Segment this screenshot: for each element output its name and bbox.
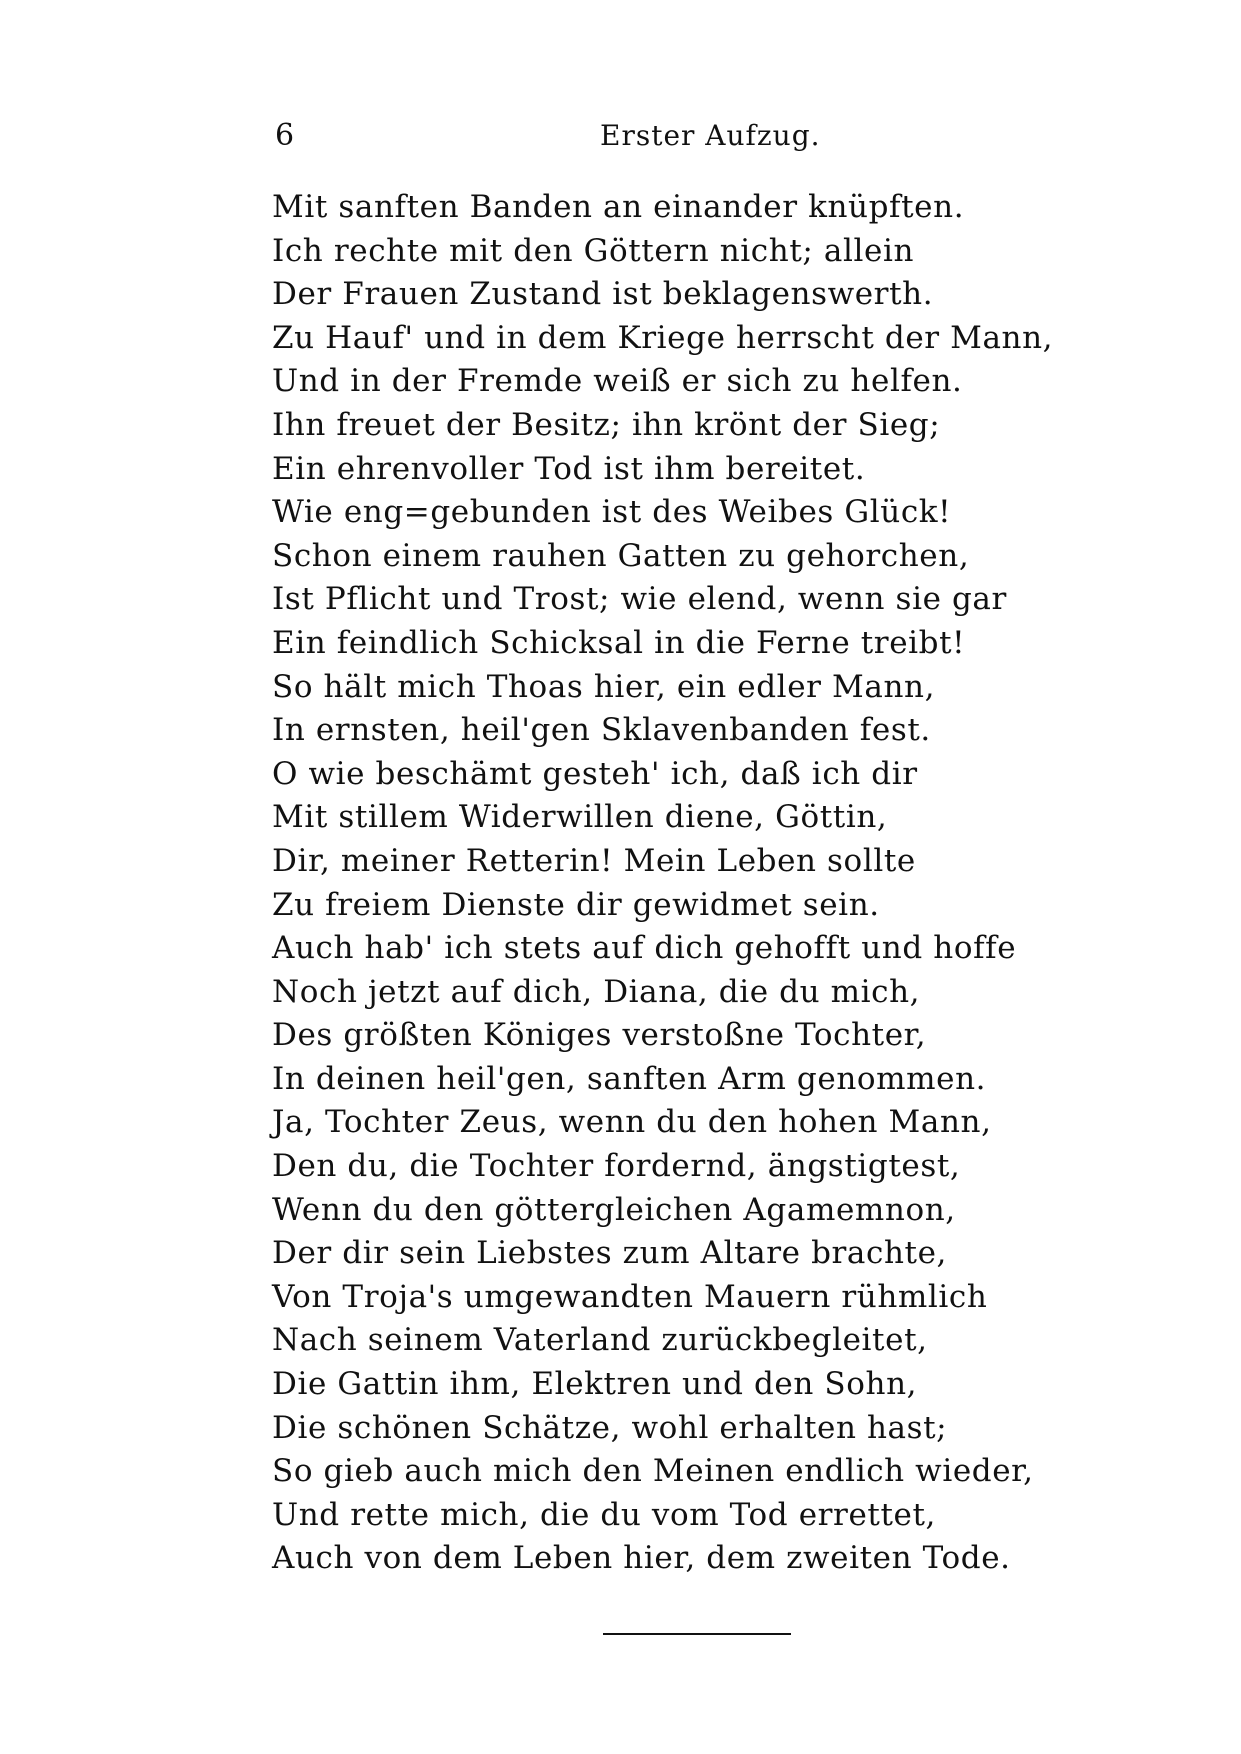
verse-block (272, 186, 1054, 1581)
verse-line: Zu freiem Dienste dir gewidmet sein. (272, 886, 880, 923)
verse-line: Noch jetzt auf dich, Diana, die du mich, (272, 973, 921, 1010)
section-end-rule (603, 1633, 791, 1635)
verse-line: Wenn du den göttergleichen Agamemnon, (272, 1191, 956, 1228)
verse-line: Der Frauen Zustand ist beklagenswerth. (272, 276, 934, 313)
verse-line: Ich rechte mit den Göttern nicht; allein (272, 232, 915, 269)
verse-line: In ernsten, heil'gen Sklavenbanden fest. (272, 712, 931, 749)
verse-line: Auch hab' ich stets auf dich gehofft und hoffe (272, 930, 1017, 967)
verse-line: Schon einem rauhen Gatten zu gehorchen, (272, 537, 970, 574)
verse-line: Von Troja's umgewandten Mauern rühmlich (272, 1278, 988, 1315)
verse-line: Der dir sein Liebstes zum Altare brachte, (272, 1235, 947, 1272)
verse-line: Ihn freuet der Besitz; ihn krönt der Sieg; (272, 406, 941, 443)
verse-line: Ein ehrenvoller Tod ist ihm bereitet. (272, 450, 866, 487)
verse-line: Ist Pflicht und Trost; wie elend, wenn sie gar (272, 581, 1007, 618)
verse-line: So hält mich Thoas hier, ein edler Mann, (272, 668, 936, 705)
verse-line: In deinen heil'gen, sanften Arm genommen. (272, 1060, 987, 1097)
page-number: 6 (275, 118, 295, 153)
verse-line: Und in der Fremde weiß er sich zu helfen. (272, 363, 963, 400)
verse-line: Dir, meiner Retterin! Mein Leben sollte (272, 842, 916, 879)
verse-line: Die schönen Schätze, wohl erhalten hast; (272, 1409, 948, 1446)
verse-line: Mit sanften Banden an einander knüpften. (272, 189, 965, 225)
verse-line: Die Gattin ihm, Elektren und den Sohn, (272, 1366, 918, 1403)
verse-line: Ja, Tochter Zeus, wenn du den hohen Mann, (272, 1104, 992, 1141)
verse-line: Nach seinem Vaterland zurückbegleitet, (272, 1322, 928, 1359)
verse-line: Mit stillem Widerwillen diene, Göttin, (272, 799, 888, 836)
verse-line: So gieb auch mich den Meinen endlich wieder, (272, 1453, 1034, 1490)
verse-line: Ein feindlich Schicksal in die Ferne treibt! (272, 624, 966, 661)
verse-line: Wie eng=gebunden ist des Weibes Glück! (272, 494, 952, 531)
verse-line: Und rette mich, die du vom Tod errettet, (272, 1496, 936, 1533)
verse-line: O wie beschämt gesteh' ich, daß ich dir (272, 755, 918, 792)
verse-line: Auch von dem Leben hier, dem zweiten Tode. (272, 1540, 1011, 1577)
verse-line: Des größten Königes verstoßne Tochter, (272, 1017, 927, 1054)
verse-line: Den du, die Tochter fordernd, ängstigtest, (272, 1148, 961, 1185)
running-head: Erster Aufzug. (600, 119, 821, 152)
verse-line: Zu Hauf' und in dem Kriege herrscht der Mann, (272, 319, 1054, 356)
